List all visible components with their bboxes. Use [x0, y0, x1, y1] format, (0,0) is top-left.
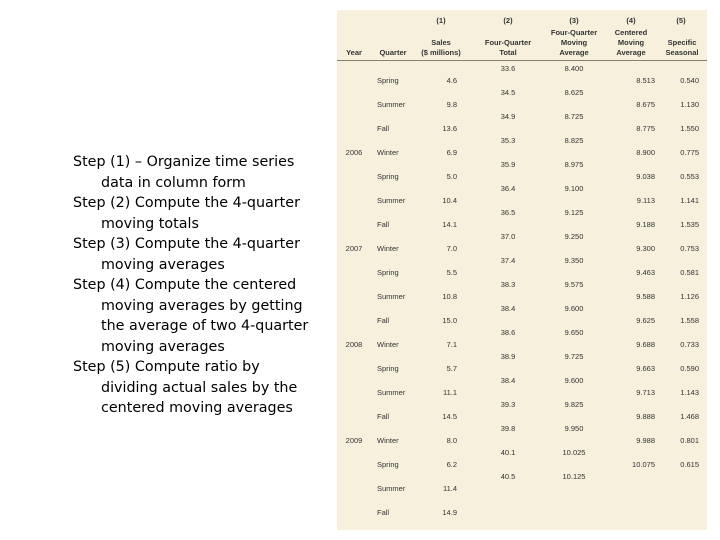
cell-year: 2006 — [345, 148, 363, 157]
cell-quarter: Fall — [377, 220, 390, 229]
steps-text — [73, 152, 318, 419]
cell-centered: 8.775 — [636, 124, 655, 133]
cell-four-quarter-total: 37.4 — [500, 256, 516, 265]
cell-quarter: Summer — [377, 100, 406, 109]
cell-four-quarter-total: 34.9 — [500, 112, 516, 121]
col-number-3: (3) — [569, 16, 579, 25]
cell-seasonal: 1.468 — [680, 412, 699, 421]
cell-seasonal: 1.143 — [680, 388, 699, 397]
cell-four-quarter-total: 35.9 — [500, 160, 516, 169]
header-year: Year — [346, 48, 362, 57]
header-four-quarter-total: Four-Quarter Total — [484, 38, 532, 57]
cell-sales: 8.0 — [446, 436, 457, 445]
cell-quarter: Fall — [377, 124, 390, 133]
cell-quarter: Spring — [377, 76, 399, 85]
cell-moving-average: 8.975 — [564, 160, 584, 169]
cell-centered: 9.888 — [636, 412, 655, 421]
cell-four-quarter-total: 34.5 — [500, 88, 516, 97]
cell-four-quarter-total: 38.9 — [500, 352, 516, 361]
cell-four-quarter-total: 38.3 — [500, 280, 516, 289]
cell-sales: 11.4 — [442, 484, 457, 493]
cell-moving-average: 9.650 — [564, 328, 584, 337]
cell-sales: 5.5 — [446, 268, 457, 277]
step-1: Step (1) – Organize time series data in column form — [73, 154, 295, 191]
cell-moving-average: 9.125 — [564, 208, 584, 217]
cell-sales: 10.8 — [442, 292, 457, 301]
cell-moving-average: 10.125 — [562, 472, 586, 481]
col-number-4: (4) — [626, 16, 636, 25]
cell-moving-average: 8.825 — [564, 136, 584, 145]
cell-year: 2009 — [345, 436, 363, 445]
cell-centered: 9.988 — [636, 436, 655, 445]
cell-centered: 9.188 — [636, 220, 655, 229]
cell-sales: 5.7 — [446, 364, 457, 373]
cell-sales: 15.0 — [442, 316, 457, 325]
cell-quarter: Fall — [377, 316, 390, 325]
cell-seasonal: 1.130 — [680, 100, 699, 109]
cell-sales: 14.5 — [442, 412, 457, 421]
cell-four-quarter-total: 38.6 — [500, 328, 516, 337]
cell-sales: 5.0 — [446, 172, 457, 181]
cell-sales: 7.0 — [446, 244, 457, 253]
cell-seasonal: 0.553 — [680, 172, 699, 181]
cell-quarter: Spring — [377, 460, 399, 469]
cell-moving-average: 9.600 — [564, 304, 584, 313]
step-3: Step (3) Compute the 4-quarter moving averages — [73, 236, 300, 273]
cell-sales: 14.9 — [442, 508, 457, 517]
cell-seasonal: 0.775 — [680, 148, 699, 157]
cell-centered: 8.900 — [636, 148, 655, 157]
cell-moving-average: 9.250 — [564, 232, 584, 241]
cell-centered: 9.688 — [636, 340, 655, 349]
header-quarter: Quarter — [379, 48, 407, 57]
cell-moving-average: 9.350 — [564, 256, 584, 265]
cell-moving-average: 9.950 — [564, 424, 584, 433]
cell-quarter: Winter — [377, 244, 399, 253]
header-specific-seasonal: Specific Seasonal — [665, 38, 699, 57]
cell-centered: 8.513 — [636, 76, 655, 85]
cell-moving-average: 9.575 — [564, 280, 584, 289]
cell-four-quarter-total: 33.6 — [500, 64, 516, 73]
cell-moving-average: 10.025 — [562, 448, 586, 457]
cell-centered: 10.075 — [632, 460, 655, 469]
step-5: Step (5) Compute ratio by dividing actual sales by the centered moving averages — [73, 359, 298, 416]
cell-sales: 9.8 — [446, 100, 457, 109]
cell-seasonal: 1.141 — [680, 196, 699, 205]
cell-quarter: Winter — [377, 436, 399, 445]
cell-seasonal: 0.753 — [680, 244, 699, 253]
cell-sales: 6.2 — [446, 460, 457, 469]
cell-seasonal: 1.126 — [680, 292, 699, 301]
cell-moving-average: 8.625 — [564, 88, 584, 97]
cell-sales: 10.4 — [442, 196, 457, 205]
cell-sales: 13.6 — [442, 124, 457, 133]
cell-quarter: Summer — [377, 484, 406, 493]
cell-sales: 4.6 — [446, 76, 457, 85]
cell-seasonal: 1.558 — [680, 316, 699, 325]
cell-centered: 9.625 — [636, 316, 655, 325]
cell-moving-average: 9.825 — [564, 400, 584, 409]
cell-four-quarter-total: 36.5 — [500, 208, 516, 217]
cell-seasonal: 0.590 — [680, 364, 699, 373]
seasonal-index-table — [337, 10, 707, 530]
cell-sales: 7.1 — [446, 340, 457, 349]
cell-seasonal: 1.550 — [680, 124, 699, 133]
cell-four-quarter-total: 35.3 — [500, 136, 516, 145]
cell-centered: 9.300 — [636, 244, 655, 253]
header-four-quarter-moving-average: Four-Quarter Moving Average — [550, 28, 598, 57]
cell-four-quarter-total: 38.4 — [500, 304, 516, 313]
cell-quarter: Winter — [377, 148, 399, 157]
cell-seasonal: 0.615 — [680, 460, 699, 469]
cell-quarter: Winter — [377, 340, 399, 349]
cell-seasonal: 0.581 — [680, 268, 699, 277]
cell-quarter: Spring — [377, 268, 399, 277]
cell-four-quarter-total: 37.0 — [500, 232, 516, 241]
col-number-5: (5) — [676, 16, 686, 25]
cell-centered: 9.463 — [636, 268, 655, 277]
cell-moving-average: 8.400 — [564, 64, 584, 73]
cell-seasonal: 0.540 — [680, 76, 699, 85]
header-rule — [337, 60, 707, 61]
cell-sales: 14.1 — [442, 220, 457, 229]
step-2: Step (2) Compute the 4-quarter moving totals — [73, 195, 300, 232]
cell-four-quarter-total: 39.8 — [500, 424, 516, 433]
cell-four-quarter-total: 40.5 — [500, 472, 516, 481]
cell-centered: 9.713 — [636, 388, 655, 397]
header-centered-moving-average: Centered Moving Average — [614, 28, 648, 57]
cell-centered: 9.038 — [636, 172, 655, 181]
cell-four-quarter-total: 36.4 — [500, 184, 516, 193]
cell-four-quarter-total: 39.3 — [500, 400, 516, 409]
cell-four-quarter-total: 38.4 — [500, 376, 516, 385]
cell-centered: 9.663 — [636, 364, 655, 373]
cell-year: 2007 — [345, 244, 363, 253]
cell-four-quarter-total: 40.1 — [500, 448, 516, 457]
cell-sales: 6.9 — [446, 148, 457, 157]
col-number-1: (1) — [436, 16, 446, 25]
cell-moving-average: 9.100 — [564, 184, 584, 193]
cell-year: 2008 — [345, 340, 363, 349]
cell-moving-average: 9.600 — [564, 376, 584, 385]
header-sales: Sales ($ millions) — [421, 38, 461, 57]
cell-quarter: Summer — [377, 292, 406, 301]
cell-quarter: Fall — [377, 508, 390, 517]
cell-quarter: Fall — [377, 412, 390, 421]
cell-quarter: Spring — [377, 364, 399, 373]
cell-seasonal: 0.801 — [680, 436, 699, 445]
cell-seasonal: 1.535 — [680, 220, 699, 229]
cell-moving-average: 9.725 — [564, 352, 584, 361]
cell-seasonal: 0.733 — [680, 340, 699, 349]
step-4: Step (4) Compute the centered moving averages by getting the average of two 4-quarter moving averages — [73, 277, 309, 355]
cell-quarter: Summer — [377, 196, 406, 205]
cell-quarter: Summer — [377, 388, 406, 397]
cell-centered: 9.113 — [636, 196, 655, 205]
cell-moving-average: 8.725 — [564, 112, 584, 121]
col-number-2: (2) — [503, 16, 513, 25]
cell-centered: 9.588 — [636, 292, 655, 301]
cell-centered: 8.675 — [636, 100, 655, 109]
cell-sales: 11.1 — [442, 388, 457, 397]
cell-quarter: Spring — [377, 172, 399, 181]
